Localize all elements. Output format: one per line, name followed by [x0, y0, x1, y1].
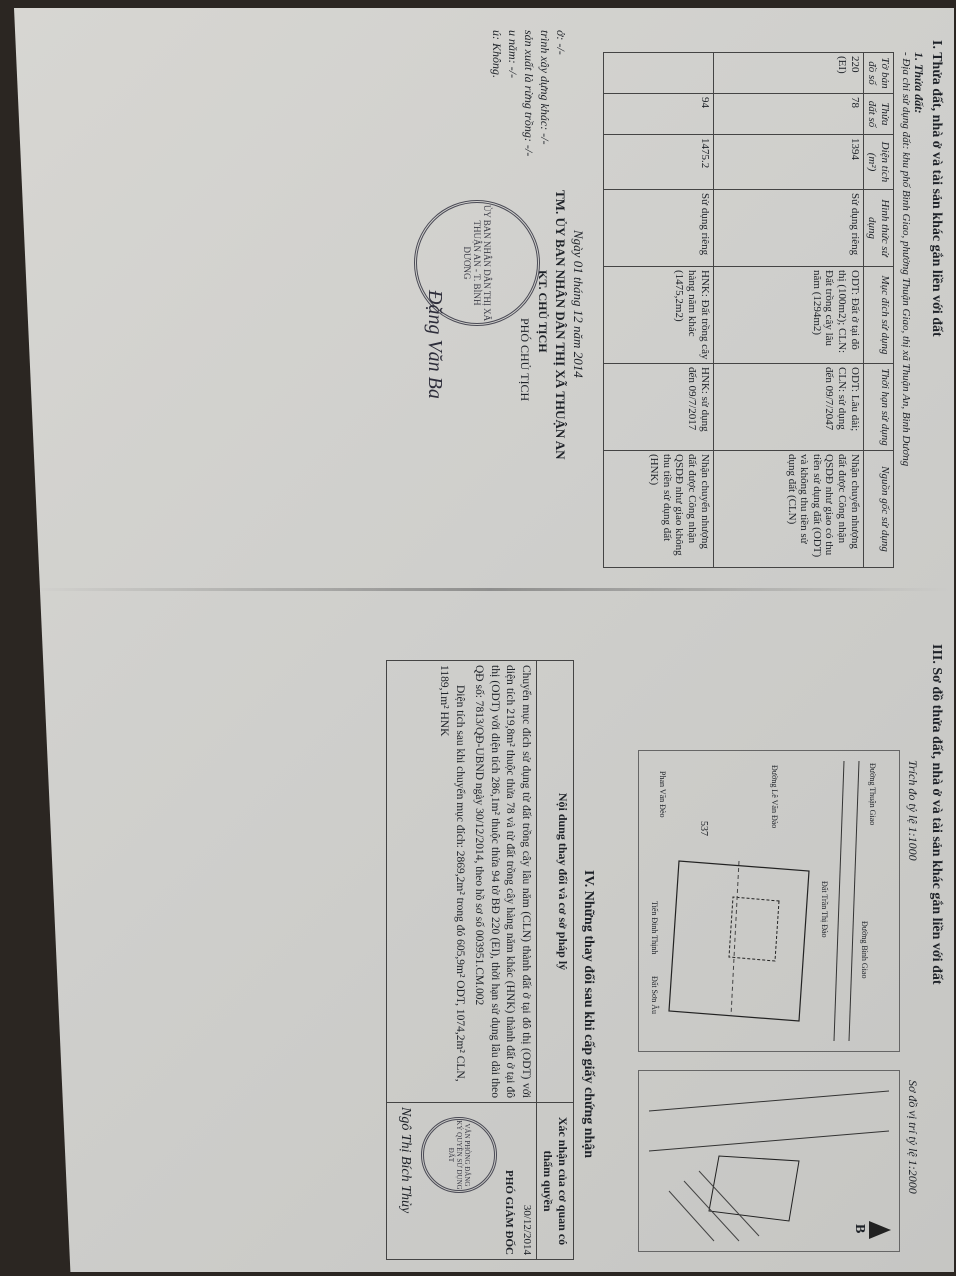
cell-origin: Nhận chuyển nhượng đất được Công nhận QSDĐ như giao không thu tiền sử dụng đất (HNK)	[603, 451, 713, 568]
note-line: trình xây dựng khác: -/-	[538, 30, 552, 145]
cell-form: Sử dụng riêng	[603, 190, 713, 267]
map-label: Đất Sơn Âu	[650, 976, 659, 1015]
org-line: TM. ỦY BAN NHÂN DÂN THỊ XÃ THUẬN AN	[553, 190, 568, 460]
cell-area: 1475.2	[603, 135, 713, 190]
map-scale-right: Sơ đồ vị trí tỷ lệ 1:2000	[906, 1080, 920, 1194]
location-map	[638, 1070, 900, 1252]
role-line: KT. CHỦ TỊCH	[536, 270, 550, 353]
right-page	[0, 620, 956, 1276]
hatch-line	[669, 1191, 714, 1241]
cell-parcel: 94	[603, 94, 713, 135]
cell-purpose: ODT: Đất ở tại đô thị (100m2); CLN: Đất trồng cây lâu năm (1294m2)	[713, 267, 863, 364]
map-label: Đường Bình Giao	[860, 921, 869, 979]
cell-sheet: 220 (EI)	[713, 53, 863, 94]
parcel-outline	[669, 861, 809, 1021]
table-row	[387, 661, 537, 1260]
cell-term: ODT: Lâu dài; CLN: sử dụng đến 09/7/2047	[713, 364, 863, 451]
map-label: 537	[698, 821, 709, 836]
after-text: Diện tích sau khi chuyển mục đích: 2869,2m² trong đó 605,9m² ODT, 1074,2m² CLN, 1189,1m² HNK	[438, 665, 466, 1082]
road-line	[649, 1091, 889, 1111]
confirm-date: 30/12/2014	[521, 1204, 533, 1255]
th-change-content: Nội dung thay đổi và cơ sở pháp lý	[537, 661, 574, 1103]
north-arrow-icon	[869, 1221, 891, 1239]
cell-term: HNK: sử dụng đến 09/7/2017	[603, 364, 713, 451]
changes-table	[386, 660, 574, 1260]
land-table	[603, 52, 894, 568]
note-line: ú: Không.	[490, 30, 504, 78]
cell-area: 1394	[713, 135, 863, 190]
section4-title: IV. Những thay đổi sau khi cấp giấy chứng nhận	[581, 870, 596, 1159]
road-line	[834, 761, 844, 1041]
cell-origin: Nhận chuyển nhượng đất được Công nhận QSDĐ như giao có thu tiền sử dụng đất (ODT) và không thu tiền sử dụng đất (CLN)	[713, 451, 863, 568]
seal-text: ỦY BAN NHÂN DÂN THỊ XÃ THUẬN AN - T. BÌNH DƯƠNG	[462, 204, 492, 322]
th-origin: Nguồn gốc sử dụng	[863, 451, 893, 568]
change-text: Chuyển mục đích sử dụng từ đất trồng cây lâu năm (CLN) thành đất ở tại đô thị (ODT) với diện tích 219,8m² thuộc thửa 78 và từ đất trồng cây hàng năm khác (HNK) thành đất ở tại đô thị (ODT) với diện tích 286,1m² thuộc thửa 94 tờ BĐ 220 (EI), thời hạn sử dụng lâu dài theo QĐ số: 7813/QĐ-UBND ngày 30/12/2014, theo hồ sơ số 003951.CM.002	[473, 665, 532, 1098]
sub1-title: 1. Thửa đất:	[912, 52, 926, 114]
location-parcel	[709, 1156, 799, 1221]
parcel-map-drawing	[639, 751, 899, 1051]
change-content-cell	[387, 661, 537, 1103]
confirm-role: PHÓ GIÁM ĐỐC	[503, 1170, 515, 1255]
table-row	[713, 53, 863, 568]
parcel-map	[638, 750, 900, 1052]
map-label: Tiến Đinh Thịnh	[650, 901, 659, 955]
road-line	[849, 761, 859, 1041]
confirm-signer: Ngô Thị Bích Thủy	[398, 1106, 413, 1214]
confirm-seal-text: VĂN PHÒNG ĐĂNG KÝ QUYỀN SỬ DỤNG ĐẤT	[447, 1120, 471, 1190]
th-area: Diện tích (m²)	[863, 135, 893, 190]
change-confirm-cell	[387, 1102, 537, 1259]
changes-table-header	[537, 661, 574, 1260]
table-row	[603, 53, 713, 568]
th-change-confirm: Xác nhận của cơ quan có thẩm quyền	[537, 1102, 574, 1259]
confirm-seal	[421, 1117, 497, 1193]
th-form: Hình thức sử dụng	[863, 190, 893, 267]
th-term: Thời hạn sử dụng	[863, 364, 893, 451]
land-table-header	[863, 53, 893, 568]
section1-title: I. Thửa đất, nhà ở và tài sản khác gắn liền với đất	[929, 40, 944, 337]
road-line	[649, 1131, 889, 1151]
signer-name: Đặng Văn Ba	[424, 290, 446, 399]
cell-parcel: 78	[713, 94, 863, 135]
note-line: u năm: -/-	[506, 30, 520, 78]
note-line: sản xuất là rừng trồng: -/-	[522, 30, 536, 157]
map-label: Đường Lê Văn Đào	[770, 765, 779, 829]
cell-form: Sử dụng riêng	[713, 190, 863, 267]
cell-purpose: HNK: Đất trồng cây hàng năm khác (1475,2m2)	[603, 267, 713, 364]
th-parcel: Thửa đất số	[863, 94, 893, 135]
note-line: ở: -/-	[554, 30, 568, 55]
hatch-line	[699, 1171, 759, 1236]
map-label: Phan Văn Đèo	[658, 771, 667, 818]
hatch-line	[684, 1181, 739, 1241]
north-label: B	[852, 1224, 867, 1234]
role2-line: PHÓ CHỦ TỊCH	[518, 318, 532, 402]
map-label: Đất Trần Thị Đào	[820, 881, 829, 938]
cell-sheet	[603, 53, 713, 94]
left-page	[0, 0, 956, 620]
division-line	[731, 861, 739, 1016]
th-purpose: Mục đích sử dụng	[863, 267, 893, 364]
map-scale-left: Trích đo tỷ lệ 1:1000	[906, 760, 920, 861]
date-line: Ngày 01 tháng 12 năm 2014	[571, 230, 586, 378]
th-sheet: Tờ bản đồ số	[863, 53, 893, 94]
section3-title: III. Sơ đồ thửa đất, nhà ở và tài sản khác gắn liền với đất	[929, 644, 944, 985]
address-line: - Địa chỉ sử dụng đất: khu phố Bình Giao, phường Thuận Giao, thị xã Thuận An, Bình Dương	[900, 52, 912, 467]
map-label: Đường Thuận Giao	[868, 763, 877, 826]
